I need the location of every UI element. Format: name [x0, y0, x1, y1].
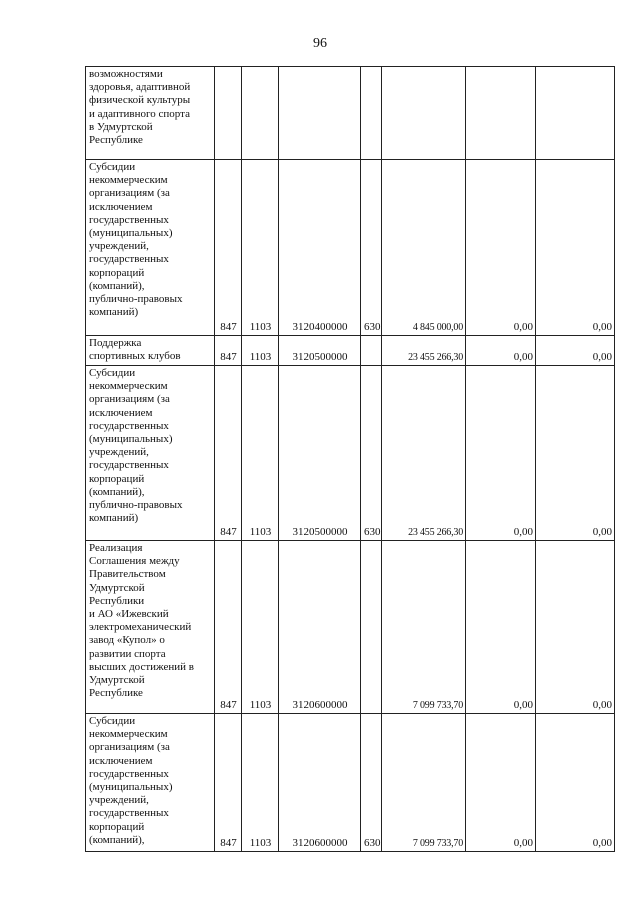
item-name-cell: Субсидии некоммерческим организациям (за исключением государственных (муниципальных) учреждений, государственных корпораций (компаний), публично-правовых компаний)	[86, 160, 215, 336]
amount-year1-cell: 7 099 733,70	[382, 541, 466, 714]
budget-table	[85, 66, 615, 852]
item-name-cell: возможностями здоровья, адаптивной физической культуры и адаптивного спорта в Удмуртской Республике	[86, 67, 215, 160]
table-row	[86, 714, 615, 852]
table-row	[86, 541, 615, 714]
amount-year3-cell	[536, 67, 615, 160]
target-article-cell: 3120400000	[279, 160, 361, 336]
expense-type-cell: 630	[361, 366, 382, 541]
target-article-cell	[279, 67, 361, 160]
amount-year2-cell	[466, 67, 536, 160]
amount-year1-cell: 23 455 266,30	[382, 366, 466, 541]
ministry-code-cell: 847	[215, 366, 242, 541]
page-number: 96	[313, 36, 327, 51]
amount-year1-cell: 4 845 000,00	[382, 160, 466, 336]
section-code-cell: 1103	[242, 336, 279, 366]
ministry-code-cell: 847	[215, 541, 242, 714]
item-name-cell: Поддержка спортивных клубов	[86, 336, 215, 366]
section-code-cell: 1103	[242, 366, 279, 541]
section-code-cell	[242, 67, 279, 160]
amount-year3-cell: 0,00	[536, 160, 615, 336]
ministry-code-cell: 847	[215, 160, 242, 336]
table-row	[86, 366, 615, 541]
target-article-cell: 3120500000	[279, 366, 361, 541]
amount-year2-cell: 0,00	[466, 160, 536, 336]
ministry-code-cell	[215, 67, 242, 160]
ministry-code-cell: 847	[215, 714, 242, 852]
table-row	[86, 160, 615, 336]
amount-year1-cell: 23 455 266,30	[382, 336, 466, 366]
amount-year2-cell: 0,00	[466, 366, 536, 541]
ministry-code-cell: 847	[215, 336, 242, 366]
table-row	[86, 336, 615, 366]
expense-type-cell	[361, 541, 382, 714]
table-body	[86, 67, 615, 852]
amount-year1-cell: 7 099 733,70	[382, 714, 466, 852]
item-name-cell: Субсидии некоммерческим организациям (за исключением государственных (муниципальных) учреждений, государственных корпораций (компаний), публично-правовых компаний)	[86, 366, 215, 541]
amount-year2-cell: 0,00	[466, 714, 536, 852]
expense-type-cell	[361, 67, 382, 160]
table-row	[86, 67, 615, 160]
section-code-cell: 1103	[242, 541, 279, 714]
item-name-cell: Реализация Соглашения между Правительством Удмуртской Республики и АО «Ижевский электромеханический завод «Купол» о развитии спорта высших достижений в Удмуртской Республике	[86, 541, 215, 714]
amount-year2-cell: 0,00	[466, 541, 536, 714]
target-article-cell: 3120600000	[279, 541, 361, 714]
section-code-cell: 1103	[242, 714, 279, 852]
amount-year3-cell: 0,00	[536, 714, 615, 852]
section-code-cell: 1103	[242, 160, 279, 336]
target-article-cell: 3120600000	[279, 714, 361, 852]
expense-type-cell: 630	[361, 160, 382, 336]
expense-type-cell	[361, 336, 382, 366]
amount-year1-cell	[382, 67, 466, 160]
amount-year3-cell: 0,00	[536, 336, 615, 366]
amount-year3-cell: 0,00	[536, 541, 615, 714]
amount-year3-cell: 0,00	[536, 366, 615, 541]
amount-year2-cell: 0,00	[466, 336, 536, 366]
item-name-cell: Субсидии некоммерческим организациям (за исключением государственных (муниципальных) учреждений, государственных корпораций (компаний),	[86, 714, 215, 852]
target-article-cell: 3120500000	[279, 336, 361, 366]
expense-type-cell: 630	[361, 714, 382, 852]
